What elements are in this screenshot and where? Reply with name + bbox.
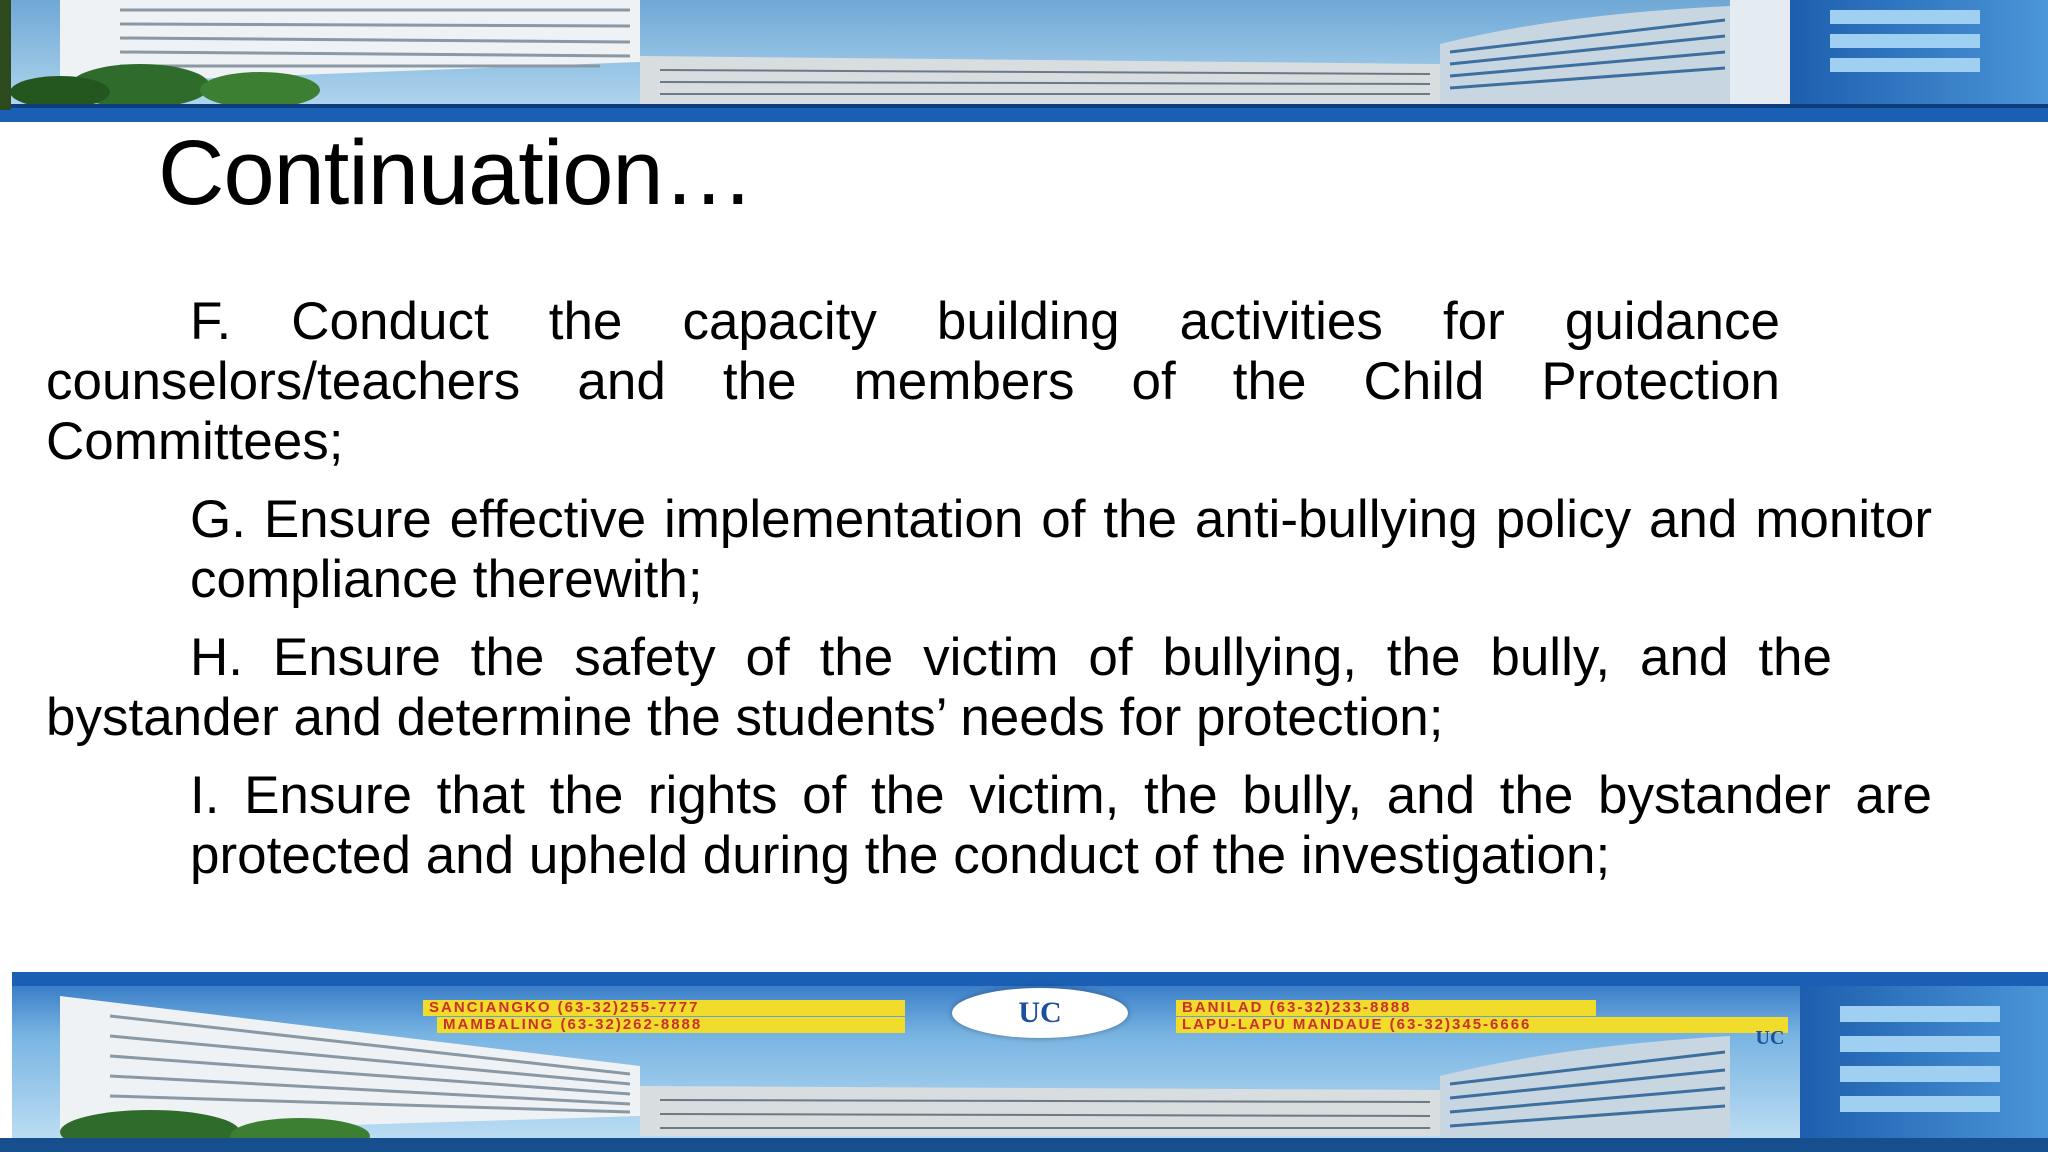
uc-logo-small: UC — [1755, 1027, 1785, 1049]
slide-title: Continuation… — [158, 122, 754, 224]
campus-buildings-image — [0, 0, 2048, 122]
paragraph-h — [46, 628, 1832, 748]
left-accent-bar — [0, 0, 11, 110]
paragraph-h-text: H. Ensure the safety of the victim of bullying, the bully, and the bystander and determine the students’ needs for protection; — [46, 628, 1832, 747]
contact-banilad: BANILAD (63-32)233-8888 — [1176, 1000, 1596, 1016]
contact-lapulapu-mandaue: LAPU-LAPU MANDAUE (63-32)345-6666 — [1176, 1017, 1788, 1033]
paragraph-g-text: G. Ensure effective implementation of the anti-bullying policy and monitor compliance therewith; — [190, 490, 1932, 609]
paragraph-i-text: I. Ensure that the rights of the victim, the bully, and the bystander are protected and upheld during the conduct of the investigation; — [190, 766, 1932, 885]
paragraph-g — [190, 490, 1932, 610]
contact-mambaling: MAMBALING (63-32)262-8888 — [437, 1017, 905, 1033]
paragraph-i — [190, 766, 1932, 886]
slide-body — [46, 292, 1946, 886]
paragraph-f-text: F. Conduct the capacity building activities for guidance counselors/teachers and the members of the Child Protection Committees; — [46, 292, 1780, 471]
contact-sanciangko: SANCIANGKO (63-32)255-7777 — [423, 1000, 905, 1016]
header-banner — [0, 0, 2048, 122]
paragraph-f — [46, 292, 1780, 472]
uc-logo: UC — [952, 988, 1128, 1038]
